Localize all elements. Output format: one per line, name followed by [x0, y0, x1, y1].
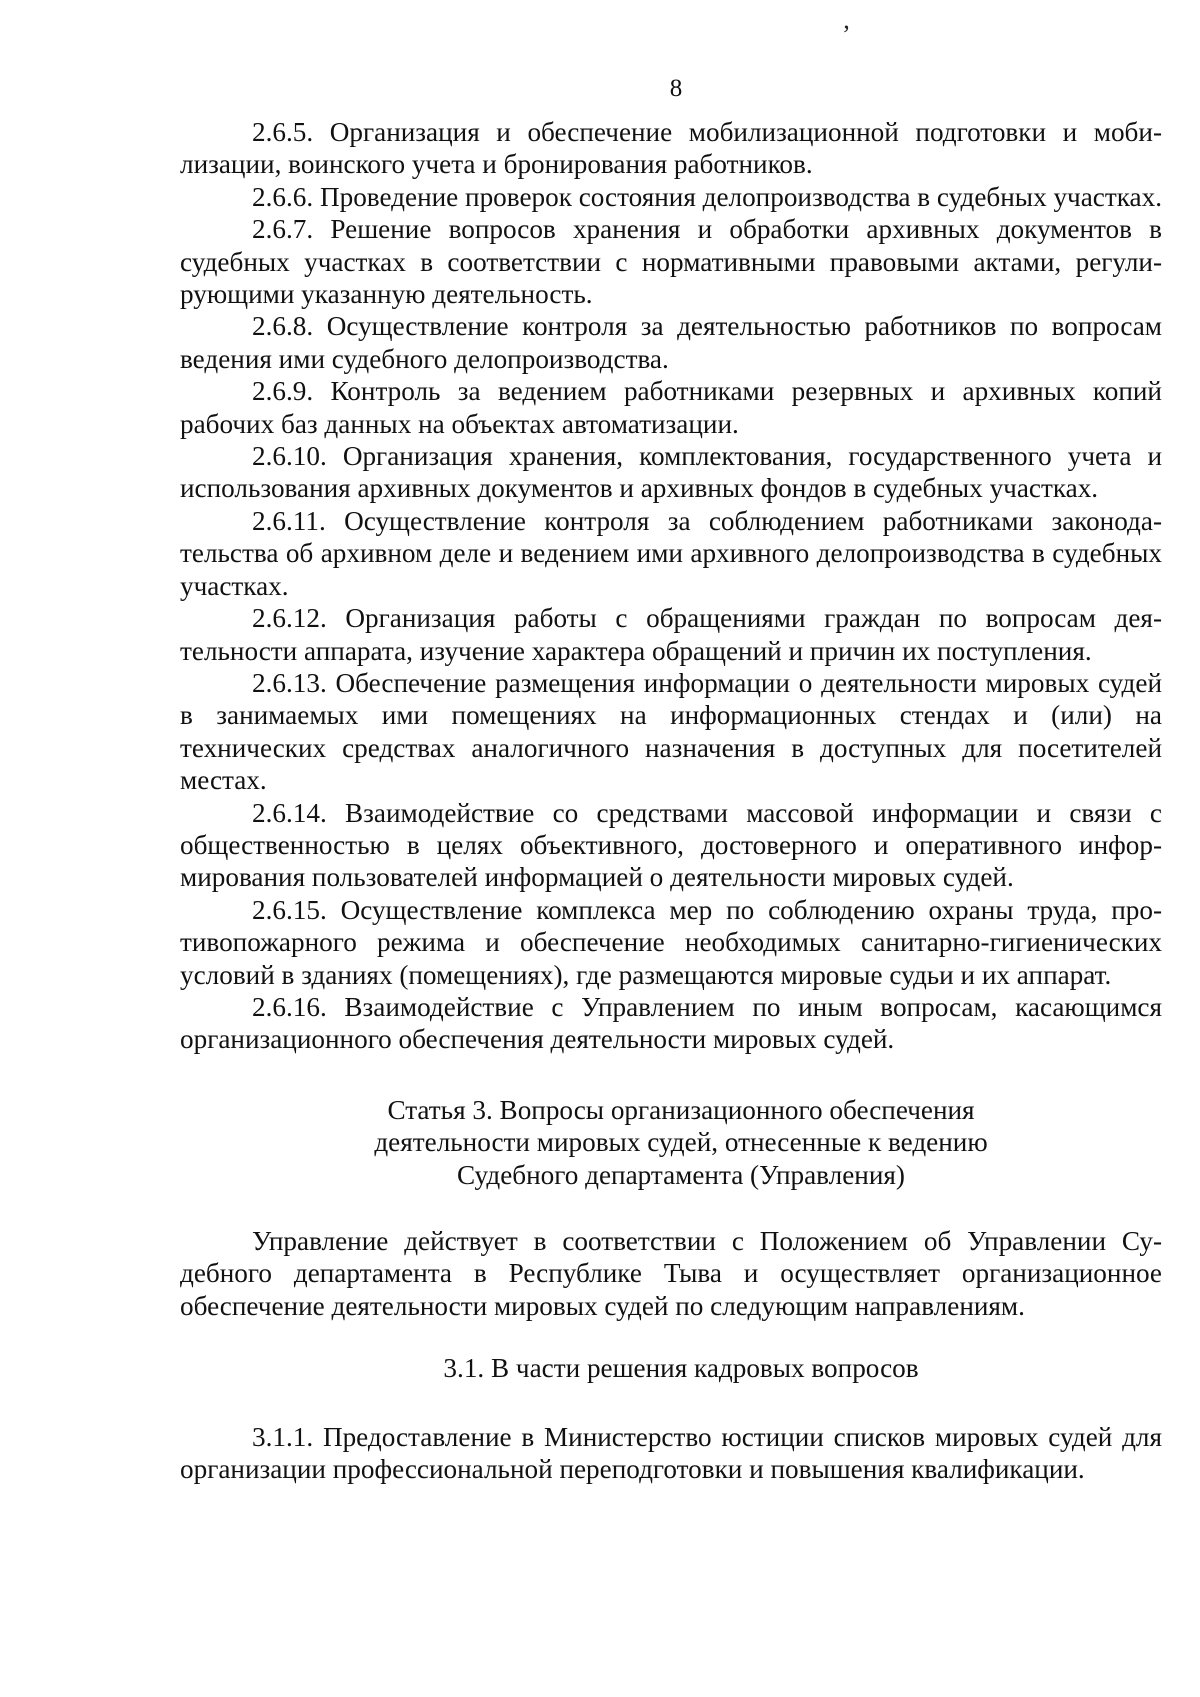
subsection-heading: 3.1. В части решения кадровых вопросов [443, 1353, 919, 1384]
article-heading [180, 1094, 1162, 1191]
clause-2-6-9: 2.6.9. Контроль за ведением работниками резервных и архивных копий рабочих баз данных на объектах автоматизации. [180, 376, 1162, 439]
clause-2-6-10: 2.6.10. Организация хранения, комплектования, государственного учета и использования архивных документов и архивных фондов в судебных участках. [180, 441, 1162, 504]
article-intro: Управление действует в соответствии с Положением об Управлении Судебного департамента в Республике Тыва и осуществляет организационное обеспечение деятельности мировых судей по следующим направлениям. [180, 1226, 1162, 1321]
clause-2-6-5: 2.6.5. Организация и обеспечение мобилизационной подготовки и мобилизации, воинского учета и бронирования работников. [180, 117, 1162, 180]
clause-2-6-6: 2.6.6. Проведение проверок состояния делопроизводства в судебных участках. [252, 181, 1162, 212]
page-number: 8 [669, 75, 683, 102]
document-body [180, 116, 1162, 1485]
article-heading-line-2: деятельности мировых судей, отнесенные к ведению [374, 1127, 988, 1158]
stray-ink-mark: ’ [842, 20, 851, 49]
clause-2-6-16: 2.6.16. Взаимодействие с Управлением по иным вопросам, касающимся организационного обеспечения деятельности мировых судей. [180, 991, 1162, 1055]
clause-3-1-1: 3.1.1. Предоставление в Министерство юстиции списков мировых судей для организации профессиональной переподготовки и повышения квалификации. [180, 1421, 1162, 1485]
clause-2-6-14: 2.6.14. Взаимодействие со средствами массовой информации и связи с общественностью в целях объективного, достоверного и оперативного информирования пользователей информацией о деятельности мировых судей. [180, 797, 1162, 893]
clause-2-6-13: 2.6.13. Обеспечение размещения информации о деятельности мировых судей в занимаемых ими помещениях на информационных стендах и (или) на технических средствах аналогичного назначения в доступных для посетителей местах. [180, 667, 1162, 796]
clause-2-6-11: 2.6.11. Осуществление контроля за соблюдением работниками законодательства об архивном деле и ведением ими архивного делопроизводства в судебных участках. [180, 505, 1162, 601]
clause-2-6-15: 2.6.15. Осуществление комплекса мер по соблюдению охраны труда, противопожарного режима и обеспечение необходимых санитарно-гигиенических условий в зданиях (помещениях), где размещаются мировые судьи и их аппарат. [180, 894, 1162, 990]
article-heading-line-3: Судебного департамента (Управления) [457, 1159, 905, 1190]
clause-2-6-12: 2.6.12. Организация работы с обращениями граждан по вопросам деятельности аппарата, изучение характера обращений и причин их поступления. [180, 603, 1162, 666]
article-heading-line-1: Статья 3. Вопросы организационного обеспечения [387, 1094, 975, 1125]
clause-2-6-7: 2.6.7. Решение вопросов хранения и обработки архивных документов в судебных участках в соответствии с нормативными правовыми актами, регулирующими указанную деятельность. [180, 214, 1162, 310]
clause-2-6-8: 2.6.8. Осуществление контроля за деятельностью работников по вопросам ведения ими судебного делопроизводства. [180, 311, 1162, 374]
